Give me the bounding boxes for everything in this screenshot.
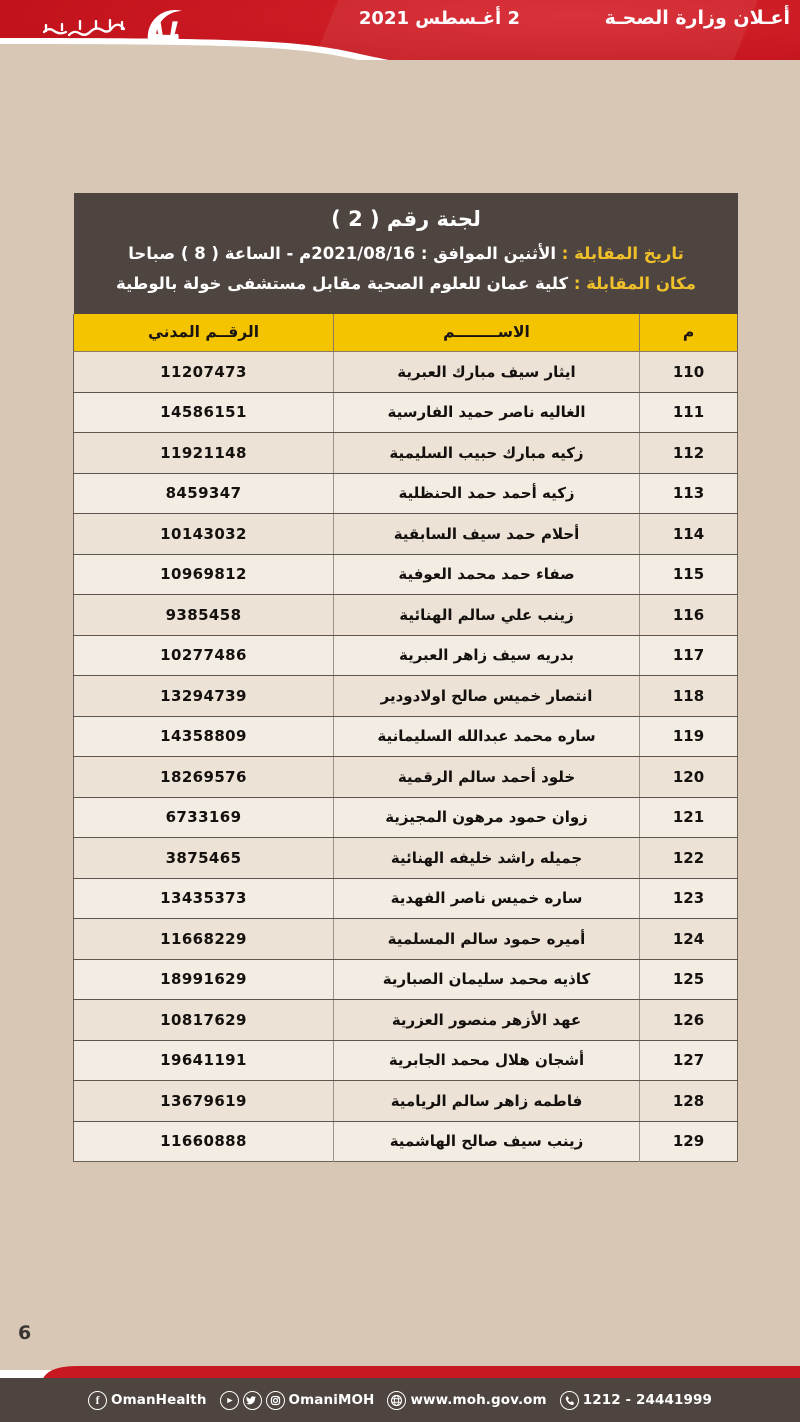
cell-name: زكيه أحمد حمد الحنظلية — [334, 473, 640, 514]
facebook-icon[interactable] — [88, 1391, 107, 1410]
cell-civil-id: 13679619 — [74, 1081, 334, 1122]
footer-contact-label: OmanHealth — [111, 1392, 207, 1408]
instagram-icon[interactable] — [266, 1391, 285, 1410]
footer-contact-group[interactable] — [220, 1391, 375, 1410]
table-row — [74, 676, 738, 717]
footer-contact-label: 1212 - 24441999 — [582, 1392, 712, 1408]
svg-text:f: f — [95, 1393, 100, 1407]
cell-civil-id: 10969812 — [74, 554, 334, 595]
cell-civil-id: 10143032 — [74, 514, 334, 555]
announcement-date: 2 أغـسطس 2021 — [358, 8, 520, 29]
cell-name: أحلام حمد سيف السابقية — [334, 514, 640, 555]
interview-date-value: الأثنين الموافق : 2021/08/16م - الساعة ( 8 ) صباحا — [128, 244, 557, 263]
interview-place-row — [92, 273, 720, 295]
cell-name: الغاليه ناصر حميد الفارسية — [334, 392, 640, 433]
cell-civil-id: 11660888 — [74, 1121, 334, 1162]
table-row — [74, 919, 738, 960]
cell-civil-id: 11668229 — [74, 919, 334, 960]
cell-serial: 127 — [640, 1040, 738, 1081]
cell-name: أميره حمود سالم المسلمية — [334, 919, 640, 960]
cell-serial: 119 — [640, 716, 738, 757]
cell-civil-id: 19641191 — [74, 1040, 334, 1081]
cell-serial: 112 — [640, 433, 738, 474]
cell-civil-id: 18269576 — [74, 757, 334, 798]
phone-icon[interactable] — [560, 1391, 579, 1410]
cell-serial: 124 — [640, 919, 738, 960]
cell-civil-id: 11207473 — [74, 352, 334, 393]
table-row — [74, 433, 738, 474]
cell-serial: 116 — [640, 595, 738, 636]
cell-serial: 117 — [640, 635, 738, 676]
table-row — [74, 797, 738, 838]
cell-serial: 121 — [640, 797, 738, 838]
twitter-icon[interactable] — [243, 1391, 262, 1410]
cell-name: انتصار خميس صالح اولادودير — [334, 676, 640, 717]
candidates-table — [73, 314, 738, 1163]
table-row — [74, 757, 738, 798]
cell-civil-id: 13294739 — [74, 676, 334, 717]
interview-date-row — [92, 243, 720, 265]
table-row — [74, 716, 738, 757]
table-row — [74, 514, 738, 555]
cell-serial: 129 — [640, 1121, 738, 1162]
table-row — [74, 554, 738, 595]
cell-serial: 123 — [640, 878, 738, 919]
cell-name: زكيه مبارك حبيب السليمية — [334, 433, 640, 474]
cell-name: زوان حمود مرهون المجيزية — [334, 797, 640, 838]
table-row — [74, 1040, 738, 1081]
interview-date-label: تاريخ المقابلة : — [561, 244, 684, 263]
footer-bar — [0, 1378, 800, 1422]
cell-serial: 114 — [640, 514, 738, 555]
footer-contact-group[interactable] — [387, 1391, 546, 1410]
table-header-row — [74, 314, 738, 352]
footer-contact-group[interactable] — [88, 1391, 207, 1410]
committee-card — [74, 193, 738, 1162]
cell-name: فاطمه زاهر سالم الريامية — [334, 1081, 640, 1122]
column-header-serial: م — [640, 314, 738, 352]
cell-name: زينب علي سالم الهنائية — [334, 595, 640, 636]
cell-name: جميله راشد خليفه الهنائية — [334, 838, 640, 879]
announcement-title: أعـلان وزارة الصحـة — [604, 7, 790, 29]
cell-name: خلود أحمد سالم الرقمية — [334, 757, 640, 798]
table-row — [74, 1081, 738, 1122]
table-row — [74, 635, 738, 676]
cell-civil-id: 10277486 — [74, 635, 334, 676]
youtube-icon[interactable] — [220, 1391, 239, 1410]
cell-serial: 110 — [640, 352, 738, 393]
cell-serial: 120 — [640, 757, 738, 798]
table-body — [74, 352, 738, 1162]
page-number: 6 — [18, 1322, 32, 1344]
footer-contact-label: www.moh.gov.om — [410, 1392, 547, 1408]
table-row — [74, 878, 738, 919]
cell-serial: 111 — [640, 392, 738, 433]
cell-name: بدريه سيف زاهر العبرية — [334, 635, 640, 676]
cell-name: أشجان هلال محمد الجابرية — [334, 1040, 640, 1081]
cell-civil-id: 6733169 — [74, 797, 334, 838]
cell-serial: 122 — [640, 838, 738, 879]
cell-civil-id: 10817629 — [74, 1000, 334, 1041]
footer-contact-label: OmaniMOH — [288, 1392, 375, 1408]
table-row — [74, 1121, 738, 1162]
column-header-name: الاســــــــم — [334, 314, 640, 352]
committee-title: لجنة رقم ( 2 ) — [331, 207, 481, 231]
cell-name: كاذيه محمد سليمان الصبارية — [334, 959, 640, 1000]
interview-place-value: كلية عمان للعلوم الصحية مقابل مستشفى خولة بالوطية — [116, 274, 569, 294]
cell-name: ايثار سيف مبارك العبرية — [334, 352, 640, 393]
cell-civil-id: 9385458 — [74, 595, 334, 636]
interview-place-label: مكان المقابلة : — [573, 274, 696, 294]
cell-name: زينب سيف صالح الهاشمية — [334, 1121, 640, 1162]
cell-serial: 115 — [640, 554, 738, 595]
table-row — [74, 595, 738, 636]
cell-civil-id: 3875465 — [74, 838, 334, 879]
table-row — [74, 1000, 738, 1041]
committee-header — [74, 193, 738, 314]
table-row — [74, 352, 738, 393]
column-header-civil-id: الرقــم المدني — [74, 314, 334, 352]
cell-serial: 128 — [640, 1081, 738, 1122]
cell-name: عهد الأزهر منصور العزرية — [334, 1000, 640, 1041]
cell-serial: 125 — [640, 959, 738, 1000]
table-row — [74, 838, 738, 879]
cell-civil-id: 13435373 — [74, 878, 334, 919]
table-header — [74, 314, 738, 352]
cell-name: صفاء حمد محمد العوفية — [334, 554, 640, 595]
table-row — [74, 392, 738, 433]
cell-civil-id: 11921148 — [74, 433, 334, 474]
cell-civil-id: 14586151 — [74, 392, 334, 433]
cell-serial: 118 — [640, 676, 738, 717]
table-row — [74, 959, 738, 1000]
cell-civil-id: 14358809 — [74, 716, 334, 757]
cell-name: ساره خميس ناصر الفهدية — [334, 878, 640, 919]
cell-name: ساره محمد عبدالله السليمانية — [334, 716, 640, 757]
table-row — [74, 473, 738, 514]
cell-civil-id: 18991629 — [74, 959, 334, 1000]
footer-contact-group[interactable] — [560, 1391, 712, 1410]
cell-serial: 126 — [640, 1000, 738, 1041]
cell-serial: 113 — [640, 473, 738, 514]
globe-icon[interactable] — [387, 1391, 406, 1410]
cell-civil-id: 8459347 — [74, 473, 334, 514]
